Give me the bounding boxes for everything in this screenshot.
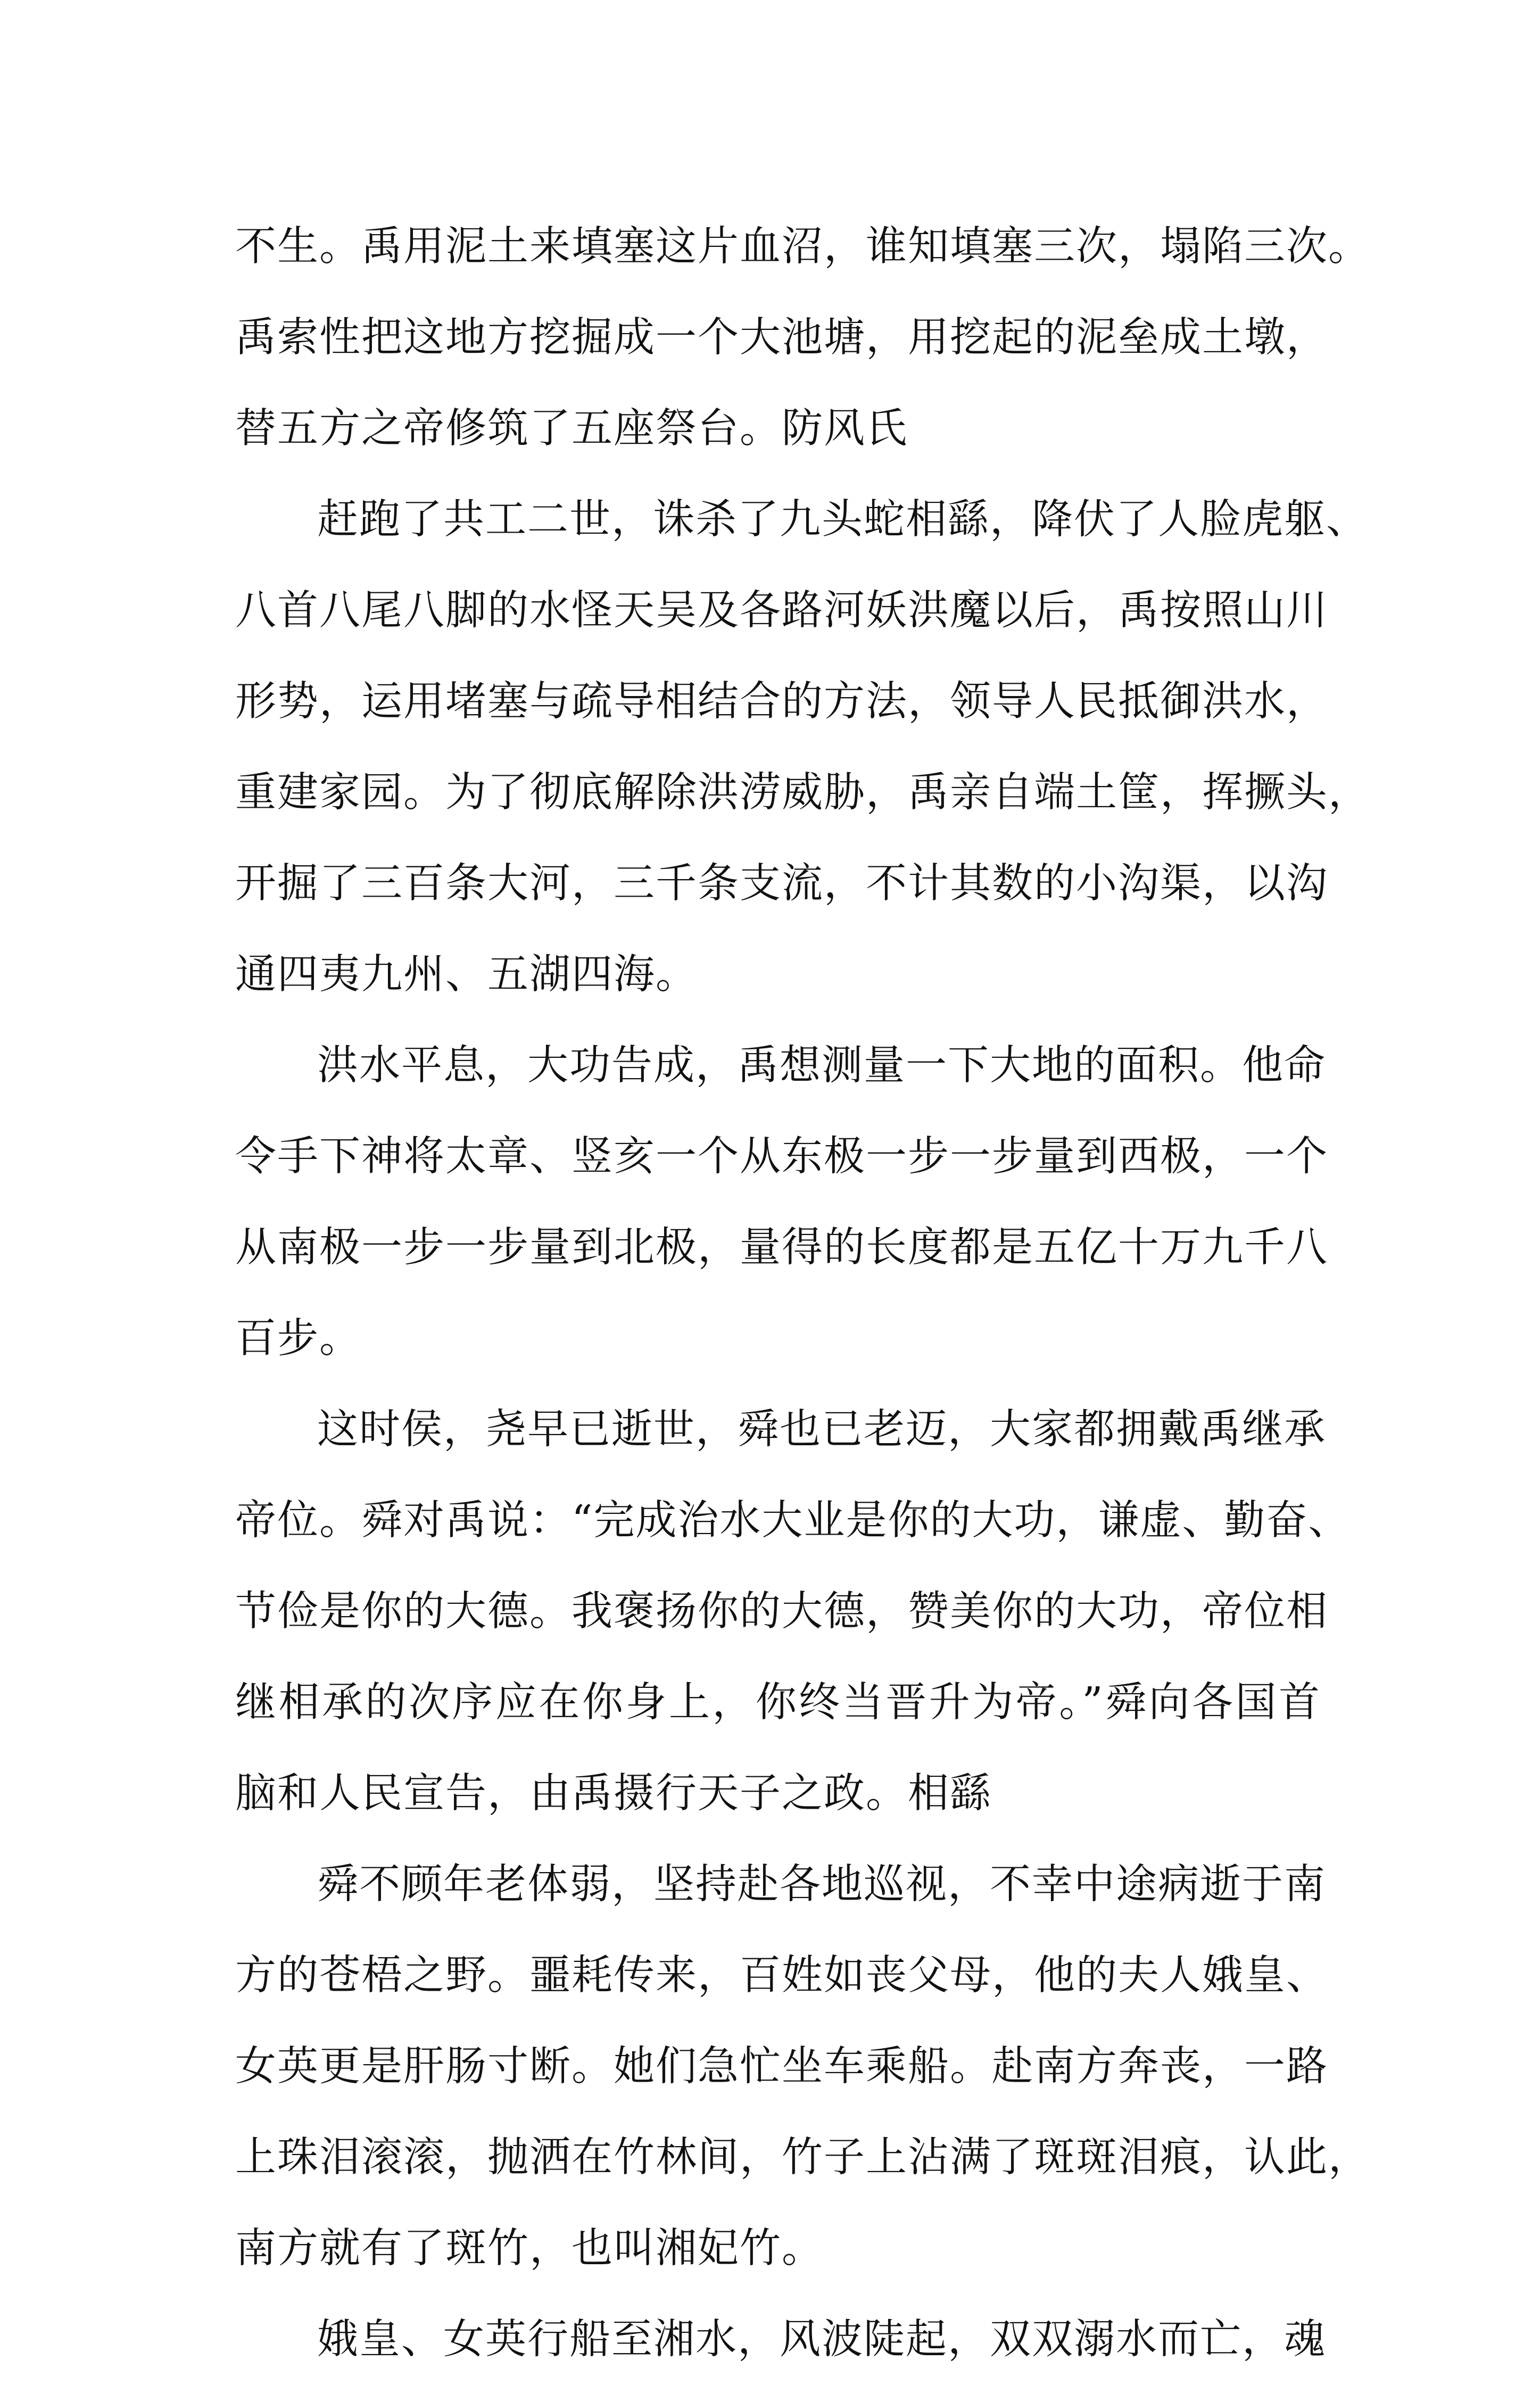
text-line: 继相承的次序应在你身上，你终当晋升为帝。”舜向各国首 xyxy=(235,1679,1321,1726)
paragraph-first-line: 赶跑了共工二世，诛杀了九头蛇相繇，降伏了人脸虎躯、 xyxy=(317,496,1368,543)
text-line: 上珠泪滚滚，抛洒在竹林间，竹子上沾满了斑斑泪痕，认此， xyxy=(235,2134,1370,2181)
text-line: 百步。 xyxy=(235,1315,361,1362)
text-line: 重建家园。为了彻底解除洪涝威胁，禹亲自端土筐，挥撅头， xyxy=(235,769,1370,816)
paragraph-first-line: 娥皇、女英行船至湘水，风波陡起，双双溺水而亡，魂 xyxy=(317,2316,1326,2363)
text-line: 通四夷九州、五湖四海。 xyxy=(235,951,698,998)
text-line: 帝位。舜对禹说：“完成治水大业是你的大功，谦虚、勤奋、 xyxy=(235,1497,1351,1544)
text-line: 令手下神将太章、竖亥一个从东极一步一步量到西极，一个 xyxy=(235,1133,1328,1180)
text-line: 形势，运用堵塞与疏导相结合的方法，领导人民抵御洪水， xyxy=(235,678,1328,725)
text-line: 不生。禹用泥土来填塞这片血沼，谁知填塞三次，塌陷三次。 xyxy=(235,223,1370,270)
text-line: 八首八尾八脚的水怪天吴及各路河妖洪魔以后，禹按照山川 xyxy=(235,587,1328,634)
paragraph-first-line: 舜不顾年老体弱，坚持赴各地巡视，不幸中途病逝于南 xyxy=(317,1861,1326,1908)
text-line: 替五方之帝修筑了五座祭台。防风氏 xyxy=(235,405,908,452)
text-line: 脑和人民宣告，由禹摄行天子之政。相繇 xyxy=(235,1770,992,1817)
text-line: 女英更是肝肠寸断。她们急忙坐车乘船。赴南方奔丧，一路 xyxy=(235,2043,1328,2090)
paragraph-first-line: 这时侯，尧早已逝世，舜也已老迈，大家都拥戴禹继承 xyxy=(317,1406,1326,1453)
paragraph-first-line: 洪水平息，大功告成，禹想测量一下大地的面积。他命 xyxy=(317,1042,1326,1089)
document-body xyxy=(235,201,1370,2385)
text-line: 从南极一步一步量到北极，量得的长度都是五亿十万九千八 xyxy=(235,1224,1328,1271)
text-line: 南方就有了斑竹，也叫湘妃竹。 xyxy=(235,2225,824,2272)
text-line: 禹索性把这地方挖掘成一个大池塘，用挖起的泥垒成土墩， xyxy=(235,314,1328,361)
text-line: 节俭是你的大德。我褒扬你的大德，赞美你的大功，帝位相 xyxy=(235,1588,1328,1635)
text-line: 方的苍梧之野。噩耗传来，百姓如丧父母，他的夫人娥皇、 xyxy=(235,1952,1328,1999)
text-line: 开掘了三百条大河，三千条支流，不计其数的小沟渠，以沟 xyxy=(235,860,1328,907)
